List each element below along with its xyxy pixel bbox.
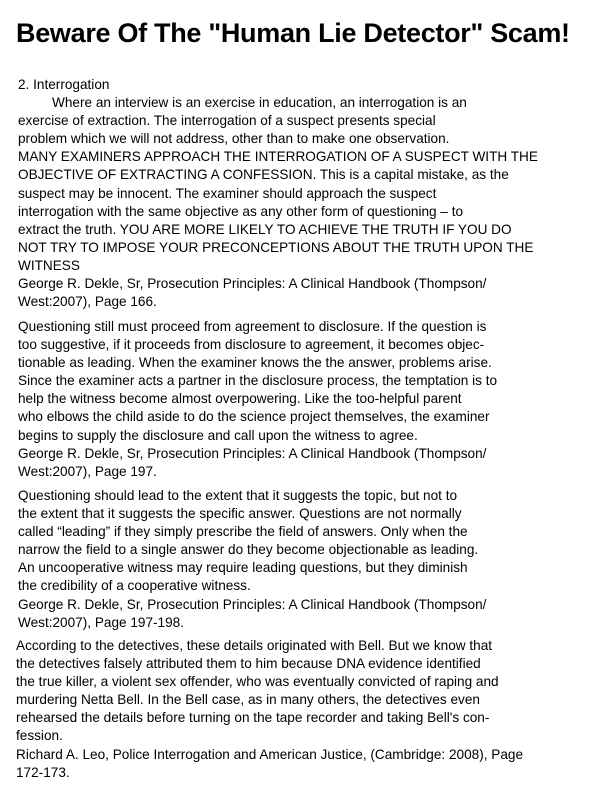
text-line: Questioning should lead to the extent that it suggests the topic, but not to bbox=[18, 488, 458, 503]
text-line: who elbows the child aside to do the science project themselves, the examiner bbox=[18, 409, 490, 425]
text-line: MANY EXAMINERS APPROACH THE INTERROGATION OF A SUSPECT WITH THE bbox=[18, 149, 538, 165]
text-line: According to the detectives, these details originated with Bell. But we know that bbox=[16, 638, 493, 653]
text-line: suspect may be innocent. The examiner should approach the suspect bbox=[18, 185, 437, 201]
citation-line: George R. Dekle, Sr, Prosecution Principles: A Clinical Handbook (Thompson/ bbox=[18, 596, 487, 612]
text-line: An uncooperative witness may require leading questions, but they diminish bbox=[18, 560, 468, 576]
text-line: the extent that it suggests the specific answer. Questions are not normally bbox=[18, 506, 462, 522]
text-line: problem which we will not address, other than to make one observation. bbox=[18, 131, 450, 147]
text-line: Since the examiner acts a partner in the disclosure process, the temptation is to bbox=[18, 373, 498, 389]
text-line: rehearsed the details before turning on the tape recorder and taking Bell's con- bbox=[16, 710, 490, 726]
quote-block-leading bbox=[18, 487, 486, 632]
text-line: begins to supply the disclosure and call upon the witness to agree. bbox=[18, 427, 418, 443]
text-line: extract the truth. YOU ARE MORE LIKELY TO ACHIEVE THE TRUTH IF YOU DO bbox=[18, 221, 512, 237]
citation-line: George R. Dekle, Sr, Prosecution Principles: A Clinical Handbook (Thompson/ bbox=[18, 276, 487, 292]
text-line: tionable as leading. When the examiner knows the the answer, problems arise. bbox=[18, 355, 492, 371]
page-title: Beware Of The "Human Lie Detector" Scam! bbox=[16, 18, 570, 48]
citation-line: West:2007), Page 197-198. bbox=[18, 614, 185, 630]
text-line: OBJECTIVE OF EXTRACTING A CONFESSION. This is a capital mistake, as the bbox=[18, 167, 509, 183]
text-line: Where an interview is an exercise in education, an interrogation is an bbox=[52, 95, 467, 111]
citation-line: West:2007), Page 166. bbox=[18, 294, 157, 310]
text-line: NOT TRY TO IMPOSE YOUR PRECONCEPTIONS ABOUT THE TRUTH UPON THE bbox=[18, 239, 534, 255]
text-line: help the witness become almost overpowering. Like the too-helpful parent bbox=[18, 391, 462, 407]
citation-line: George R. Dekle, Sr, Prosecution Principles: A Clinical Handbook (Thompson/ bbox=[18, 445, 487, 461]
text-line: too suggestive, if it proceeds from disclosure to agreement, it becomes objec- bbox=[18, 337, 485, 353]
quote-block-detectives bbox=[16, 637, 523, 782]
citation-line: 172-173. bbox=[16, 764, 70, 780]
text-line: Questioning still must proceed from agreement to disclosure. If the question is bbox=[18, 319, 487, 334]
text-line: the true killer, a violent sex offender, who was eventually convicted of raping and bbox=[16, 674, 499, 690]
text-line: murdering Netta Bell. In the Bell case, as in many others, the detectives even bbox=[16, 692, 480, 708]
text-line: interrogation with the same objective as any other form of questioning – to bbox=[18, 203, 464, 219]
quote-block-disclosure bbox=[18, 318, 497, 481]
text-line: the credibility of a cooperative witness. bbox=[18, 578, 251, 594]
text-line: narrow the field to a single answer do they become objectionable as leading. bbox=[18, 542, 479, 558]
text-line: fession. bbox=[16, 728, 63, 744]
text-line: the detectives falsely attributed them to him because DNA evidence identified bbox=[16, 656, 481, 672]
text-line: exercise of extraction. The interrogation of a suspect presents special bbox=[18, 113, 436, 129]
quote-block-interrogation bbox=[18, 76, 538, 311]
text-line: WITNESS bbox=[18, 257, 80, 273]
citation-line: Richard A. Leo, Police Interrogation and American Justice, (Cambridge: 2008), Page bbox=[16, 746, 524, 762]
citation-line: West:2007), Page 197. bbox=[18, 463, 157, 479]
section-heading: 2. Interrogation bbox=[18, 77, 110, 92]
text-line: called “leading” if they simply prescribe the field of answers. Only when the bbox=[18, 524, 468, 540]
